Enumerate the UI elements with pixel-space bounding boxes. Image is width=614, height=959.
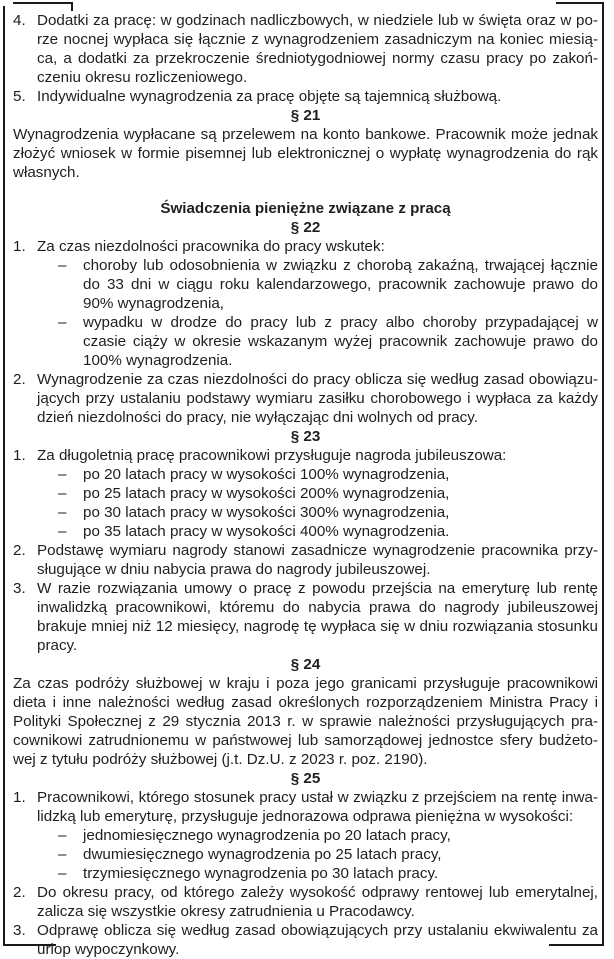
body-paragraph: Wynagrodzenia wypłacane są przelewem na konto bankowe. Pracownik może jednak złożyć wniosek w formie pisemnej lub elektronicznej o wypłatę wynagrodzenia do rąk własnych. xyxy=(13,126,598,181)
dash-sub-item xyxy=(58,465,598,484)
item-text: jednomiesięcznego wynagrodzenia po 20 latach pracy, xyxy=(83,827,451,844)
item-number: 1. xyxy=(13,789,26,806)
body-paragraph: Za czas podróży służbowej w kraju i poza jego granicami przysługuje pracownikowi dieta i inne należności według zasad określonych rozporządzeniem Ministra Pracy i Polityki Społecznej z 29 stycznia 2013 r. w sprawie należności przysługujących pracownikowi zatrudnionemu w państwowej lub samorządowej jednostce sfery budżetowej z tytułu podróży służbowej (j.t. Dz.U. z 2023 r. poz. 2190). xyxy=(13,675,598,768)
paragraph-sign-mark: § 21 xyxy=(290,107,321,124)
list-item xyxy=(13,579,598,655)
dash-marker: – xyxy=(58,466,67,483)
item-text: choroby lub odosobnienia w związku z chorobą zakaźną, trwającej łącznie do 33 dni w ciągu roku kalendarzowego, pracownik zachowuje prawo do 90% wynagrodzenia, xyxy=(83,257,598,312)
item-text: po 20 latach pracy w wysokości 100% wynagrodzenia, xyxy=(83,466,450,483)
item-number: 1. xyxy=(13,447,26,464)
section-heading: Świadczenia pieniężne związane z pracą xyxy=(160,200,451,217)
list-item xyxy=(13,883,598,921)
dash-marker: – xyxy=(58,846,67,863)
item-text: po 25 latach pracy w wysokości 200% wynagrodzenia, xyxy=(83,485,450,502)
item-text: Do okresu pracy, od którego zależy wysokość odprawy rentowej lub emerytalnej, zalicza się wszystkie okresy zatrudnienia u Pracodawcy. xyxy=(37,884,598,920)
dash-sub-item xyxy=(58,845,598,864)
dash-marker: – xyxy=(58,257,67,274)
paragraph-sign-mark: § 25 xyxy=(290,770,321,787)
item-text: Za czas niezdolności pracownika do pracy wskutek: xyxy=(37,238,385,255)
dash-sub-item xyxy=(58,313,598,370)
list-item xyxy=(13,11,598,87)
item-text: Wynagrodzenie za czas niezdolności do pracy oblicza się według zasad obowiązujących przy ustalaniu podstawy wymiaru zasiłku chorobowego i wypłaca za każdy dzień niezdolności do pracy, nie wyłączając dni wolnych od pracy. xyxy=(37,371,598,426)
item-text: Za długoletnią pracę pracownikowi przysługuje nagroda jubileuszowa: xyxy=(37,447,507,464)
item-text: W razie rozwiązania umowy o pracę z powodu przejścia na emeryturę lub rentę inwalidzką pracownikowi, któremu do nabycia prawa do nagrody jubileuszowej brakuje mniej niż 12 miesięcy, nagrodę tę wypłaca się w dniu rozwiązania stosunku pracy. xyxy=(37,580,598,654)
item-text: trzymiesięcznego wynagrodzenia po 30 latach pracy. xyxy=(83,865,439,882)
item-text: dwumiesięcznego wynagrodzenia po 25 latach pracy, xyxy=(83,846,442,863)
item-number: 2. xyxy=(13,884,26,901)
item-text: Indywidualne wynagrodzenia za pracę objęte są tajemnicą służbową. xyxy=(37,88,502,105)
item-text: Pracownikowi, którego stosunek pracy ustał w związku z przejściem na rentę inwalidzką lub emeryturę, przysługuje jednorazowa odprawa pieniężna w wysokości: xyxy=(37,789,598,825)
item-text: Odprawę oblicza się według zasad obowiązujących przy ustalaniu ekwiwalentu za urlop wypoczynkowy. xyxy=(37,922,598,958)
item-number: 4. xyxy=(13,12,26,29)
paragraph-sign-mark: § 23 xyxy=(290,428,321,445)
dash-marker: – xyxy=(58,504,67,521)
dash-marker: – xyxy=(58,827,67,844)
item-text: Dodatki za pracę: w godzinach nadliczbowych, w niedziele lub w święta oraz w porze nocnej wypłaca się łącznie z wynagrodzeniem zasadniczym na koniec miesiąca, a dodatki za przekroczenie średniotygodniowej normy czasu pracy po zakończeniu okresu rozliczeniowego. xyxy=(37,12,598,86)
item-number: 2. xyxy=(13,542,26,559)
list-item xyxy=(13,446,598,465)
list-item xyxy=(13,87,598,106)
list-item xyxy=(13,788,598,826)
dash-sub-item xyxy=(58,256,598,313)
item-number: 1. xyxy=(13,238,26,255)
dash-sub-item xyxy=(58,484,598,503)
dash-sub-item xyxy=(58,503,598,522)
item-number: 5. xyxy=(13,88,26,105)
list-item xyxy=(13,237,598,256)
dash-sub-item xyxy=(58,826,598,845)
dash-sub-item xyxy=(58,522,598,541)
dash-sub-item xyxy=(58,864,598,883)
item-number: 3. xyxy=(13,922,26,939)
item-text: Podstawę wymiaru nagrody stanowi zasadnicze wynagrodzenie pracownika przysługujące w dniu nabycia prawa do nagrody jubileuszowej. xyxy=(37,542,598,578)
item-number: 3. xyxy=(13,580,26,597)
dash-marker: – xyxy=(58,485,67,502)
paragraph-sign-mark: § 22 xyxy=(290,219,321,236)
list-item xyxy=(13,370,598,427)
item-text: po 35 latach pracy w wysokości 400% wynagrodzenia. xyxy=(83,523,450,540)
item-text: po 30 latach pracy w wysokości 300% wynagrodzenia, xyxy=(83,504,450,521)
item-number: 2. xyxy=(13,371,26,388)
list-item xyxy=(13,921,598,959)
paragraph-sign-mark: § 24 xyxy=(290,656,321,673)
dash-marker: – xyxy=(58,314,67,331)
dash-marker: – xyxy=(58,865,67,882)
list-item xyxy=(13,541,598,579)
item-text: wypadku w drodze do pracy lub z pracy albo choroby przypadającej w czasie ciąży w okresie wskazanym wyżej pracownik zachowuje prawo do 100% wynagrodzenia. xyxy=(83,314,598,369)
dash-marker: – xyxy=(58,523,67,540)
